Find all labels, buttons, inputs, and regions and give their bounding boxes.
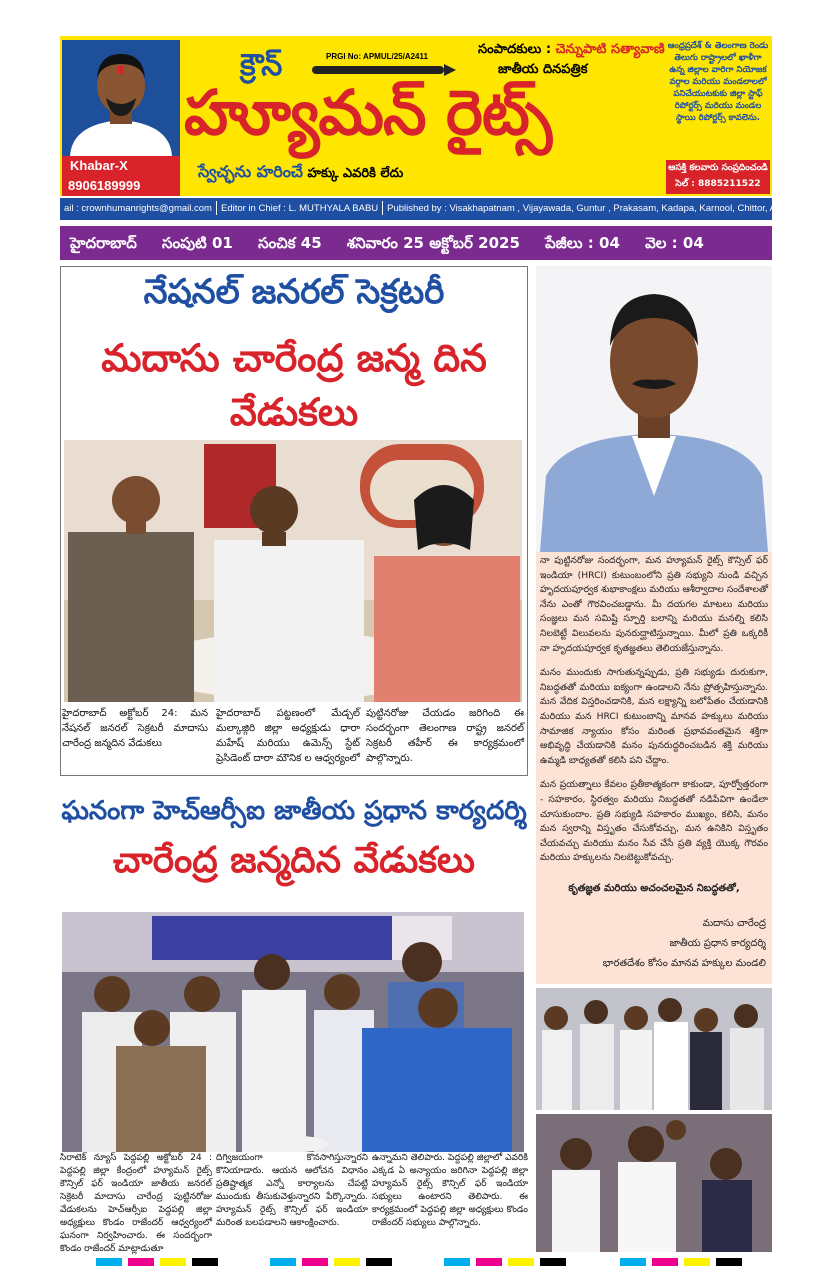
tagline-rest: హక్కు ఎవరికి లేదు <box>302 166 404 181</box>
daily-label: జాతీయ దినపత్రిక <box>498 62 588 77</box>
publisher-photo <box>62 40 180 156</box>
story-2-headline-1: ఘనంగా హెచ్ఆర్సీఐ జాతీయ ప్రధాన కార్యదర్శి <box>61 796 527 826</box>
yellow-swatch <box>334 1258 360 1266</box>
cyan-swatch <box>270 1258 296 1266</box>
signer-name: మదాసు చారేంద్ర <box>702 918 766 929</box>
yellow-swatch <box>684 1258 710 1266</box>
letter-paragraph-2: మనం ముందుకు సాగుతున్నప్పుడు, ప్రతి సభ్యుడు దురుకుగా, నిబద్ధతతో మరియు ఐక్యంగా ఉండాలని నేను ప్రోత్సహిస్తున్నాను. మన వేదిక విస్తరించడానికి, మన లక్ష్యాన్ని బలోపేతం చేయడానికి మరియు మన HRCI కుటుంబాన్ని మానవ హక్కులు మరియు సామాజిక న్యాయం కోసం మరింత ప్రభావవంతమైన శక్తిగా అభివృద్ధి చేయడానికి మనం పునరుద్ధరించబడిన శక్తి మరియు ఉమ్మడి బాధ్యతతో కలిసి పని చేద్దాం. <box>540 667 768 766</box>
price: వెల : 04 <box>645 234 704 252</box>
editor-name: చెన్నుపాటి సత్యావాణి <box>555 42 665 57</box>
story-2-column-1: సిరాటెక్ న్యూస్ పెద్దపల్లి అక్టోబర్ 24 : పెద్దపల్లి జిల్లా కేంద్రంలో హ్యూమన్ రైట్స్ కౌన్సిల్ ఫర్ ఇండియా జాతీయ జనరల్ సెక్రెటరీ మాదాసు చారేంద్ర పుట్టినరోజు వేడుకలను హెచ్ఆర్సీఐ పెద్దపల్లి జిల్లా అధ్యక్షులు కొండం రాజేందర్ ఆధ్వర్యంలో ఘనంగా నిర్వహించారు. ఈ సందర్భంగా కొండం రాజేందర్ మాట్లాడుతూ <box>60 1153 212 1254</box>
letter-body <box>540 554 768 876</box>
cyan-swatch <box>96 1258 122 1266</box>
pen-icon <box>312 66 444 74</box>
group-photo-1 <box>536 988 772 1110</box>
signer-org: భారతదేశం కోసం మానవ హక్కుల మండలి <box>602 958 766 969</box>
city: హైదరాబాద్ <box>70 234 137 252</box>
magenta-swatch <box>128 1258 154 1266</box>
magenta-swatch <box>652 1258 678 1266</box>
newspaper-title: హ్యూమన్ రైట్స్ <box>184 76 552 149</box>
letter-paragraph-3: మన ప్రయత్నాలు కేవలం ప్రతీకాత్మకంగా కాకుండా, పూర్వోత్తరంగా - సహకారం, స్థిరత్వం మరియు నిబద్ధతతో నడిపేవిగా ఉండేలా చూసుకుందాం. ప్రతి సభ్యుడి సహకారం ముఖ్యం, కలిసి, మనం మన స్వరాన్ని విస్తృతం చేసుకోవచ్చు, మన ఉనికిని విస్తృతం చేయవచ్చు మరియు మనం సేవ చేసే ప్రతి వ్యక్తి యొక్క గౌరవం మరియు హక్కులను నిలబెట్టుకోవచ్చు. <box>540 779 768 864</box>
black-swatch <box>540 1258 566 1266</box>
story-1-headline-2: మదాసు చారేంద్ర జన్మ దిన వేడుకలు <box>101 336 487 434</box>
pages: పేజీలు : 04 <box>545 234 620 252</box>
portrait-photo <box>536 266 772 552</box>
volume: సంపుటి 01 <box>162 234 233 252</box>
cyan-swatch <box>620 1258 646 1266</box>
cyan-swatch <box>444 1258 470 1266</box>
story-2-column-3: ఉన్నామని తెలిపారు. పెద్దపల్లి జిల్లాలో ఎవరికి ఎక్కడ ఏ అన్యాయం జరిగినా పెద్దపల్లి జిల్లా హ్యూమన్ రైట్స్ కౌన్సిల్ ఫర్ ఇండియా సభ్యులు ఉంటారని తెలిపారు. ఈ కార్యక్రమంలో పెద్దపల్లి జిల్లా అధ్యక్షులు కొండం రాజేందర్ సభ్యులు పాల్గొన్నారు. <box>372 1153 528 1228</box>
recruitment-notice: ఆంధ్రప్రదేశ్ & తెలంగాణ రెండు తెలుగు రాష్ట్రాలలో ఖాళీగా ఉన్న జిల్లాల వారిగా నియోజక వర్గాల మరియు మండలాలలో పనిచేయుటకుకు జిల్లా స్టాఫ్ రిపోర్టర్స్ మరియు మండల స్థాయి రిపోర్టర్స్ కావలెను. <box>666 40 770 158</box>
color-registration-bar <box>80 1258 760 1266</box>
letter-signature <box>540 914 766 974</box>
letter-paragraph-1: నా పుట్టినరోజు సందర్భంగా, మన హ్యూమన్ రైట్స్ కౌన్సిల్ ఫర్ ఇండియా (HRCI) కుటుంబంలోని ప్రతి సభ్యుని నుండి వచ్చిన హృదయపూర్వక శుభాకాంక్షలు మరియు ఆశీర్వాదాల సందేశాలతో నేను ఎంతో గౌరవించబడ్డాను. మీ దయగల మాటలు మరియు సంజ్ఞలు మన సమిష్టి స్ఫూర్తి బలాన్ని మరియు మనల్ని కలిసి నిలబెట్టే విలువలను పునరుద్ఘాటిస్తున్నాయి. మీలో ప్రతి ఒక్కరికీ నా హృదయపూర్వక కృతజ్ఞతలు తెలియజేస్తున్నాను. <box>540 555 768 654</box>
magenta-swatch <box>476 1258 502 1266</box>
editor-line <box>478 42 665 60</box>
published-by: Published by : Visakhapatnam , Vijayawada, Guntur , Prakasam, Kadapa, Karnool, Chittor, Ananthapuram <box>387 203 832 214</box>
contact-label: ఆసక్తి కలవారు సంప్రదించండి <box>668 163 768 173</box>
story-2-photo <box>62 912 524 1152</box>
magenta-swatch <box>302 1258 328 1266</box>
editor-in-chief: Editor in Chief : L. MUTHYALA BABU <box>220 203 379 214</box>
black-swatch <box>716 1258 742 1266</box>
khabar-phone: 8906189999 <box>68 178 141 193</box>
black-swatch <box>366 1258 392 1266</box>
story-1-column-2: హైదరాబాద్ పట్టణంలో మేడ్చల్ మల్కాజ్గిరి జిల్లా అధ్యక్షుడు ధారా మహేష్ మరియు ఉమెన్స్ స్టేట్ ప్రెసిడెంట్ దారా మౌనిక ల ఆధ్వర్యంలో <box>216 708 360 764</box>
contact-box <box>666 160 770 194</box>
story-1-column-3: పుట్టినరోజు చేయడం జరిగింది ఈ సందర్భంగా తెలంగాణ రాష్ట్ర జనరల్ సెక్రటరీ తహీర్ ఈ కార్యక్రమంలో పాల్గొన్నారు. <box>366 708 524 764</box>
khabar-logo: Khabar-X <box>70 158 128 173</box>
story-2-headline-2: చారేంద్ర జన్మదిన వేడుకలు <box>113 840 475 881</box>
tagline <box>198 162 403 185</box>
editor-label: సంపాదకులు : <box>478 42 552 57</box>
signer-role: జాతీయ ప్రధాన కార్యదర్శి <box>669 938 766 949</box>
story-1-headline-1: నేషనల్ జనరల్ సెక్రటరీ <box>143 272 445 312</box>
email-text: ail : crownhumanrights@gmail.com <box>64 203 212 214</box>
khabar-badge <box>62 156 180 196</box>
crown-label: క్రౌన్ <box>240 48 283 83</box>
yellow-swatch <box>160 1258 186 1266</box>
story-2-column-2: దిగ్విజయంగా కొనసాగిస్తున్నారని కొనియాడారు. ఆయన ఆలోచన విధానం ప్రతిష్టాత్మక ఎన్నో కార్యాలను చేపట్టి ముందుకు తీసుకువెళ్తున్నారని పేర్కొన్నారు. హ్యూమన్ రైట్స్ కౌన్సిల్ ఫర్ ఇండియా మరింత బలపడాలని ఆకాంక్షించారు. <box>216 1153 368 1228</box>
black-swatch <box>192 1258 218 1266</box>
issue: సంచిక 45 <box>258 234 322 252</box>
contact-phone: సెల్ : 8885211522 <box>675 179 761 189</box>
letter-closing: కృతజ్ఞత మరియు అచంచలమైన నిబద్ధతతో, <box>568 883 740 894</box>
date-bar <box>60 226 772 260</box>
yellow-swatch <box>508 1258 534 1266</box>
story-1-column-1: హైదరాబాద్ అక్టోబర్ 24: మన నేషనల్ జనరల్ సెక్రటరీ మాదాసు చారేంద్ర జన్మదిన వేడుకలు <box>62 708 208 749</box>
prgi-number: PRGI No: APMUL/25/A2411 <box>326 52 428 61</box>
date: శనివారం 25 అక్టోబర్ 2025 <box>346 234 520 252</box>
info-bar <box>60 198 832 220</box>
group-photo-2 <box>536 1114 772 1252</box>
tagline-bold: స్వేచ్ఛను హరించే <box>198 162 303 181</box>
story-1-photo <box>64 440 522 702</box>
